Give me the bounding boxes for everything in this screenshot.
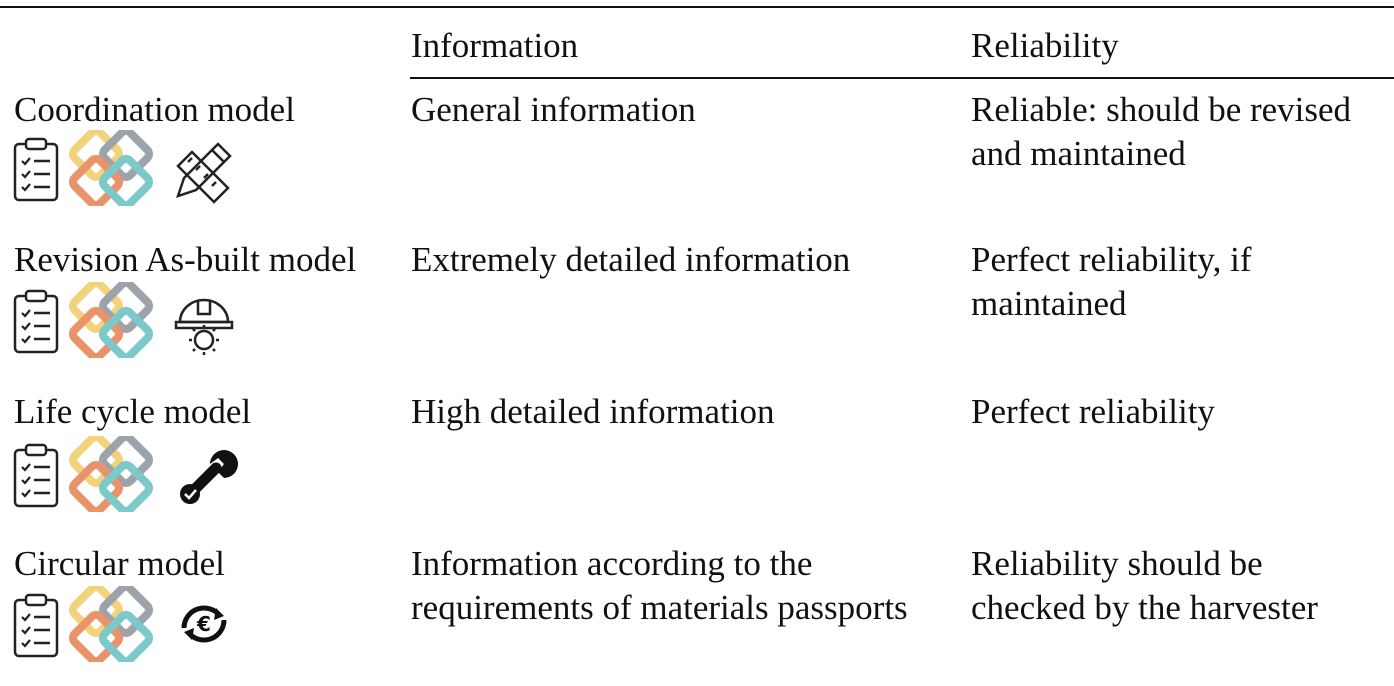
model-icons [12,436,242,512]
model-icons [12,282,242,358]
reliability-line: Reliable: should be revised [971,90,1352,129]
information-line: High detailed information [411,392,775,431]
model-name: Coordination model [14,90,295,129]
reliability-line: and maintained [971,134,1186,173]
information-line: requirements of materials passports [411,588,908,627]
model-icons [12,130,242,206]
column-header-information: Information [411,26,579,65]
reliability-line: Reliability should be [971,544,1263,583]
hardhat-gear-icon [176,300,232,355]
wrench-check-icon [180,450,238,504]
svg-text:€: € [197,612,211,636]
euro-cycle-icon [184,608,224,640]
checklist-icon [15,139,57,200]
reliability-line: Perfect reliability, if [971,240,1252,279]
column-header-reliability: Reliability [971,26,1119,65]
model-icons [12,586,242,662]
information-line: General information [411,90,696,129]
bim-chain-icon [71,586,152,662]
bim-chain-icon [71,282,152,358]
checklist-icon [15,291,57,352]
reliability-line: checked by the harvester [971,588,1318,627]
checklist-icon [15,445,57,506]
bim-chain-icon [71,436,152,512]
table-top-rule [0,6,1394,8]
pencil-ruler-icon [178,144,230,202]
model-name: Life cycle model [14,392,252,431]
reliability-line: Perfect reliability [971,392,1215,431]
information-line: Information according to the [411,544,813,583]
information-line: Extremely detailed information [411,240,851,279]
model-name: Circular model [14,544,225,583]
reliability-line: maintained [971,284,1127,323]
bim-chain-icon [71,130,152,206]
model-name: Revision As-built model [14,240,357,279]
checklist-icon [15,595,57,656]
table-header-rule [410,77,1394,79]
